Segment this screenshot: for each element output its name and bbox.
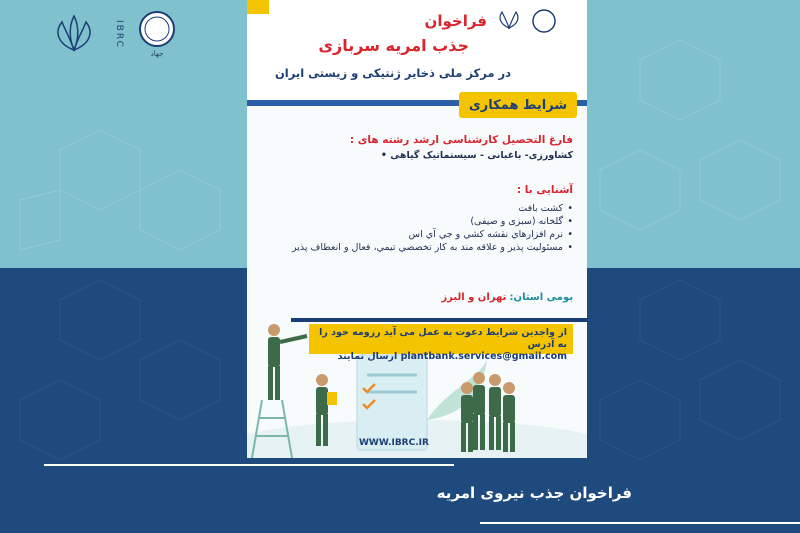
ibrc-leaf-logo-icon: [48, 14, 100, 54]
poster-title: فراخوان: [424, 12, 487, 30]
list-item: • گلخانه (سبزی و صیفی): [273, 215, 573, 228]
jahad-emblem-icon: [138, 10, 176, 48]
familiarity-list: [273, 202, 573, 254]
poster-ibrc-icon: [495, 8, 523, 30]
ibrc-logo: [48, 14, 100, 54]
site-logos: [48, 10, 176, 58]
footer-title: فراخوان جذب نیروی امریه: [436, 484, 632, 502]
jahad-text: جهاد: [150, 50, 164, 58]
poster-divider: [291, 318, 587, 322]
graduate-fields: [381, 150, 573, 161]
poster-jahad-icon: [531, 8, 557, 34]
province-value: تهران و البرز: [441, 292, 507, 303]
cta-email[interactable]: plantbank.services@gmail.com: [400, 351, 567, 362]
poster-subtitle: جذب امریه سربازی: [318, 36, 469, 55]
list-item: • مسئوليت پذير و علاقه مند به كار تخصصي تيمي، فعال و انعطاف پذير: [273, 241, 573, 254]
list-item: • نرم افزارهاي نقشه كشي و جي آي اس: [273, 228, 573, 241]
ibrc-vertical-text: [114, 20, 124, 49]
recruitment-poster[interactable]: [247, 0, 587, 458]
website-link[interactable]: WWW.IBRC.IR: [359, 438, 429, 448]
list-item: • کشت بافت: [273, 202, 573, 215]
bullet-dot: •: [380, 150, 387, 161]
cta-line1: از واجدین شرایط دعوت به عمل می آید رزومه خود را به آدرس: [319, 327, 567, 350]
poster-logos: [495, 8, 557, 34]
footer-divider-bottom: [480, 522, 800, 524]
cta-suffix: ارسال نمایند: [337, 351, 398, 362]
graduate-heading: فارغ التحصیل کارشناسی ارشد رشته های :: [349, 134, 573, 146]
poster-center-name: در مرکز ملی ذخایر ژنتیکی و زیستی ایران: [274, 66, 511, 80]
cta-line2: [315, 351, 567, 363]
terms-badge: شرایط همکاری: [459, 92, 577, 118]
cta-box: [309, 324, 573, 362]
familiarity-heading: آشنایی با :: [516, 184, 573, 196]
footer-divider-top: [44, 464, 454, 466]
ibrc-text: IBRC: [114, 19, 124, 49]
corner-accent: [247, 0, 269, 14]
graduate-fields-text: کشاورزی- باغبانی - سیستماتیک گیاهی: [390, 150, 573, 161]
province-label: بومی استان:: [509, 292, 573, 303]
jahad-logo: [138, 10, 176, 58]
